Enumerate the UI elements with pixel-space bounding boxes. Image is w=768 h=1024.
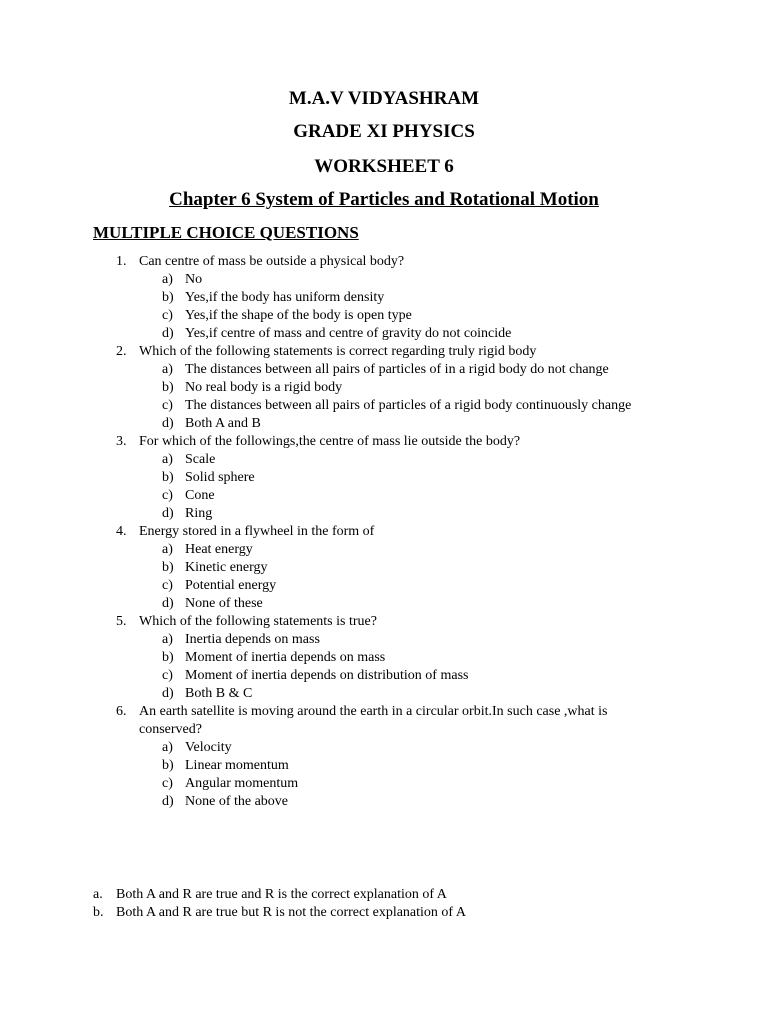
option-text: Inertia depends on mass bbox=[185, 632, 320, 647]
question-2 bbox=[0, 343, 768, 361]
assertion-key-list bbox=[0, 886, 768, 922]
option-letter: a) bbox=[162, 452, 173, 467]
option-text: Yes,if the shape of the body is open type bbox=[185, 308, 412, 323]
option-item bbox=[0, 289, 768, 307]
option-item bbox=[0, 775, 768, 793]
option-letter: a) bbox=[162, 542, 173, 557]
school-name: M.A.V VIDYASHRAM bbox=[288, 88, 480, 109]
option-item bbox=[0, 415, 768, 433]
option-item bbox=[0, 541, 768, 559]
option-item bbox=[0, 307, 768, 325]
option-letter: d) bbox=[162, 596, 174, 611]
question-text: Which of the following statements is correct regarding truly rigid body bbox=[139, 344, 537, 359]
option-item bbox=[0, 379, 768, 397]
option-item bbox=[0, 793, 768, 811]
option-text: Moment of inertia depends on mass bbox=[185, 650, 386, 665]
option-letter: a) bbox=[162, 272, 173, 287]
option-item bbox=[0, 559, 768, 577]
assertion-key-letter: a. bbox=[93, 887, 103, 902]
chapter-title: Chapter 6 System of Particles and Rotational Motion bbox=[169, 189, 599, 210]
option-item bbox=[0, 649, 768, 667]
option-letter: b) bbox=[162, 650, 174, 665]
option-text: Angular momentum bbox=[185, 776, 299, 791]
question-list bbox=[0, 253, 768, 811]
option-letter: b) bbox=[162, 560, 174, 575]
option-text: Velocity bbox=[185, 740, 232, 755]
option-text: No real body is a rigid body bbox=[185, 380, 343, 395]
option-text: Solid sphere bbox=[185, 470, 255, 485]
option-item bbox=[0, 631, 768, 649]
question-4 bbox=[0, 523, 768, 541]
option-item bbox=[0, 577, 768, 595]
option-text: Linear momentum bbox=[185, 758, 289, 773]
question-text: Can centre of mass be outside a physical body? bbox=[139, 254, 405, 269]
option-text: The distances between all pairs of particles of in a rigid body do not change bbox=[185, 362, 609, 377]
option-letter: d) bbox=[162, 416, 174, 431]
option-letter: b) bbox=[162, 470, 174, 485]
option-letter: c) bbox=[162, 776, 173, 791]
option-item bbox=[0, 451, 768, 469]
question-5 bbox=[0, 613, 768, 631]
option-item bbox=[0, 469, 768, 487]
option-text: Heat energy bbox=[185, 542, 253, 557]
option-text: None of the above bbox=[185, 794, 289, 809]
question-number: 1. bbox=[116, 254, 127, 269]
assertion-key-letter: b. bbox=[93, 905, 104, 920]
option-item bbox=[0, 325, 768, 343]
option-letter: d) bbox=[162, 794, 174, 809]
option-item bbox=[0, 397, 768, 415]
option-letter: b) bbox=[162, 290, 174, 305]
option-text: Ring bbox=[185, 506, 213, 521]
question-text: For which of the followings,the centre of mass lie outside the body? bbox=[139, 434, 521, 449]
option-text: Both A and B bbox=[185, 416, 261, 431]
option-item bbox=[0, 271, 768, 289]
worksheet-title: WORKSHEET 6 bbox=[314, 156, 454, 177]
option-text: Scale bbox=[185, 452, 216, 467]
question-number: 5. bbox=[116, 614, 127, 629]
question-number: 6. bbox=[116, 704, 127, 719]
option-letter: b) bbox=[162, 380, 174, 395]
option-item bbox=[0, 667, 768, 685]
option-letter: c) bbox=[162, 578, 173, 593]
question-text: Energy stored in a flywheel in the form of bbox=[139, 524, 375, 539]
question-text: Which of the following statements is true? bbox=[139, 614, 377, 629]
option-letter: d) bbox=[162, 326, 174, 341]
assertion-key-item bbox=[0, 886, 768, 904]
option-letter: d) bbox=[162, 506, 174, 521]
option-item bbox=[0, 595, 768, 613]
assertion-key-text: Both A and R are true and R is the correct explanation of A bbox=[116, 887, 447, 902]
question-1 bbox=[0, 253, 768, 271]
option-item bbox=[0, 361, 768, 379]
assertion-key-item bbox=[0, 904, 768, 922]
option-text: Yes,if centre of mass and centre of gravity do not coincide bbox=[185, 326, 512, 341]
option-item bbox=[0, 685, 768, 703]
option-text: Both B & C bbox=[185, 686, 253, 701]
option-letter: c) bbox=[162, 488, 173, 503]
option-text: No bbox=[185, 272, 203, 287]
assertion-key-text: Both A and R are true but R is not the correct explanation of A bbox=[116, 905, 466, 920]
option-text: None of these bbox=[185, 596, 263, 611]
option-item bbox=[0, 487, 768, 505]
option-letter: b) bbox=[162, 758, 174, 773]
question-6 bbox=[0, 703, 768, 739]
option-letter: a) bbox=[162, 632, 173, 647]
option-text: Cone bbox=[185, 488, 215, 503]
option-item bbox=[0, 505, 768, 523]
option-letter: a) bbox=[162, 740, 173, 755]
option-text: Moment of inertia depends on distribution of mass bbox=[185, 668, 469, 683]
question-number: 4. bbox=[116, 524, 127, 539]
question-number: 2. bbox=[116, 344, 127, 359]
option-letter: c) bbox=[162, 668, 173, 683]
question-number: 3. bbox=[116, 434, 127, 449]
grade-title: GRADE XI PHYSICS bbox=[293, 121, 475, 142]
option-text: Potential energy bbox=[185, 578, 277, 593]
question-text: An earth satellite is moving around the earth in a circular orbit.In such case ,what is conserved? bbox=[139, 704, 608, 737]
option-letter: c) bbox=[162, 398, 173, 413]
option-letter: d) bbox=[162, 686, 174, 701]
option-text: The distances between all pairs of particles of a rigid body continuously change bbox=[185, 398, 632, 413]
option-letter: c) bbox=[162, 308, 173, 323]
option-item bbox=[0, 739, 768, 757]
question-3 bbox=[0, 433, 768, 451]
section-heading: MULTIPLE CHOICE QUESTIONS bbox=[93, 223, 359, 242]
option-letter: a) bbox=[162, 362, 173, 377]
option-item bbox=[0, 757, 768, 775]
option-text: Yes,if the body has uniform density bbox=[185, 290, 385, 305]
option-text: Kinetic energy bbox=[185, 560, 268, 575]
